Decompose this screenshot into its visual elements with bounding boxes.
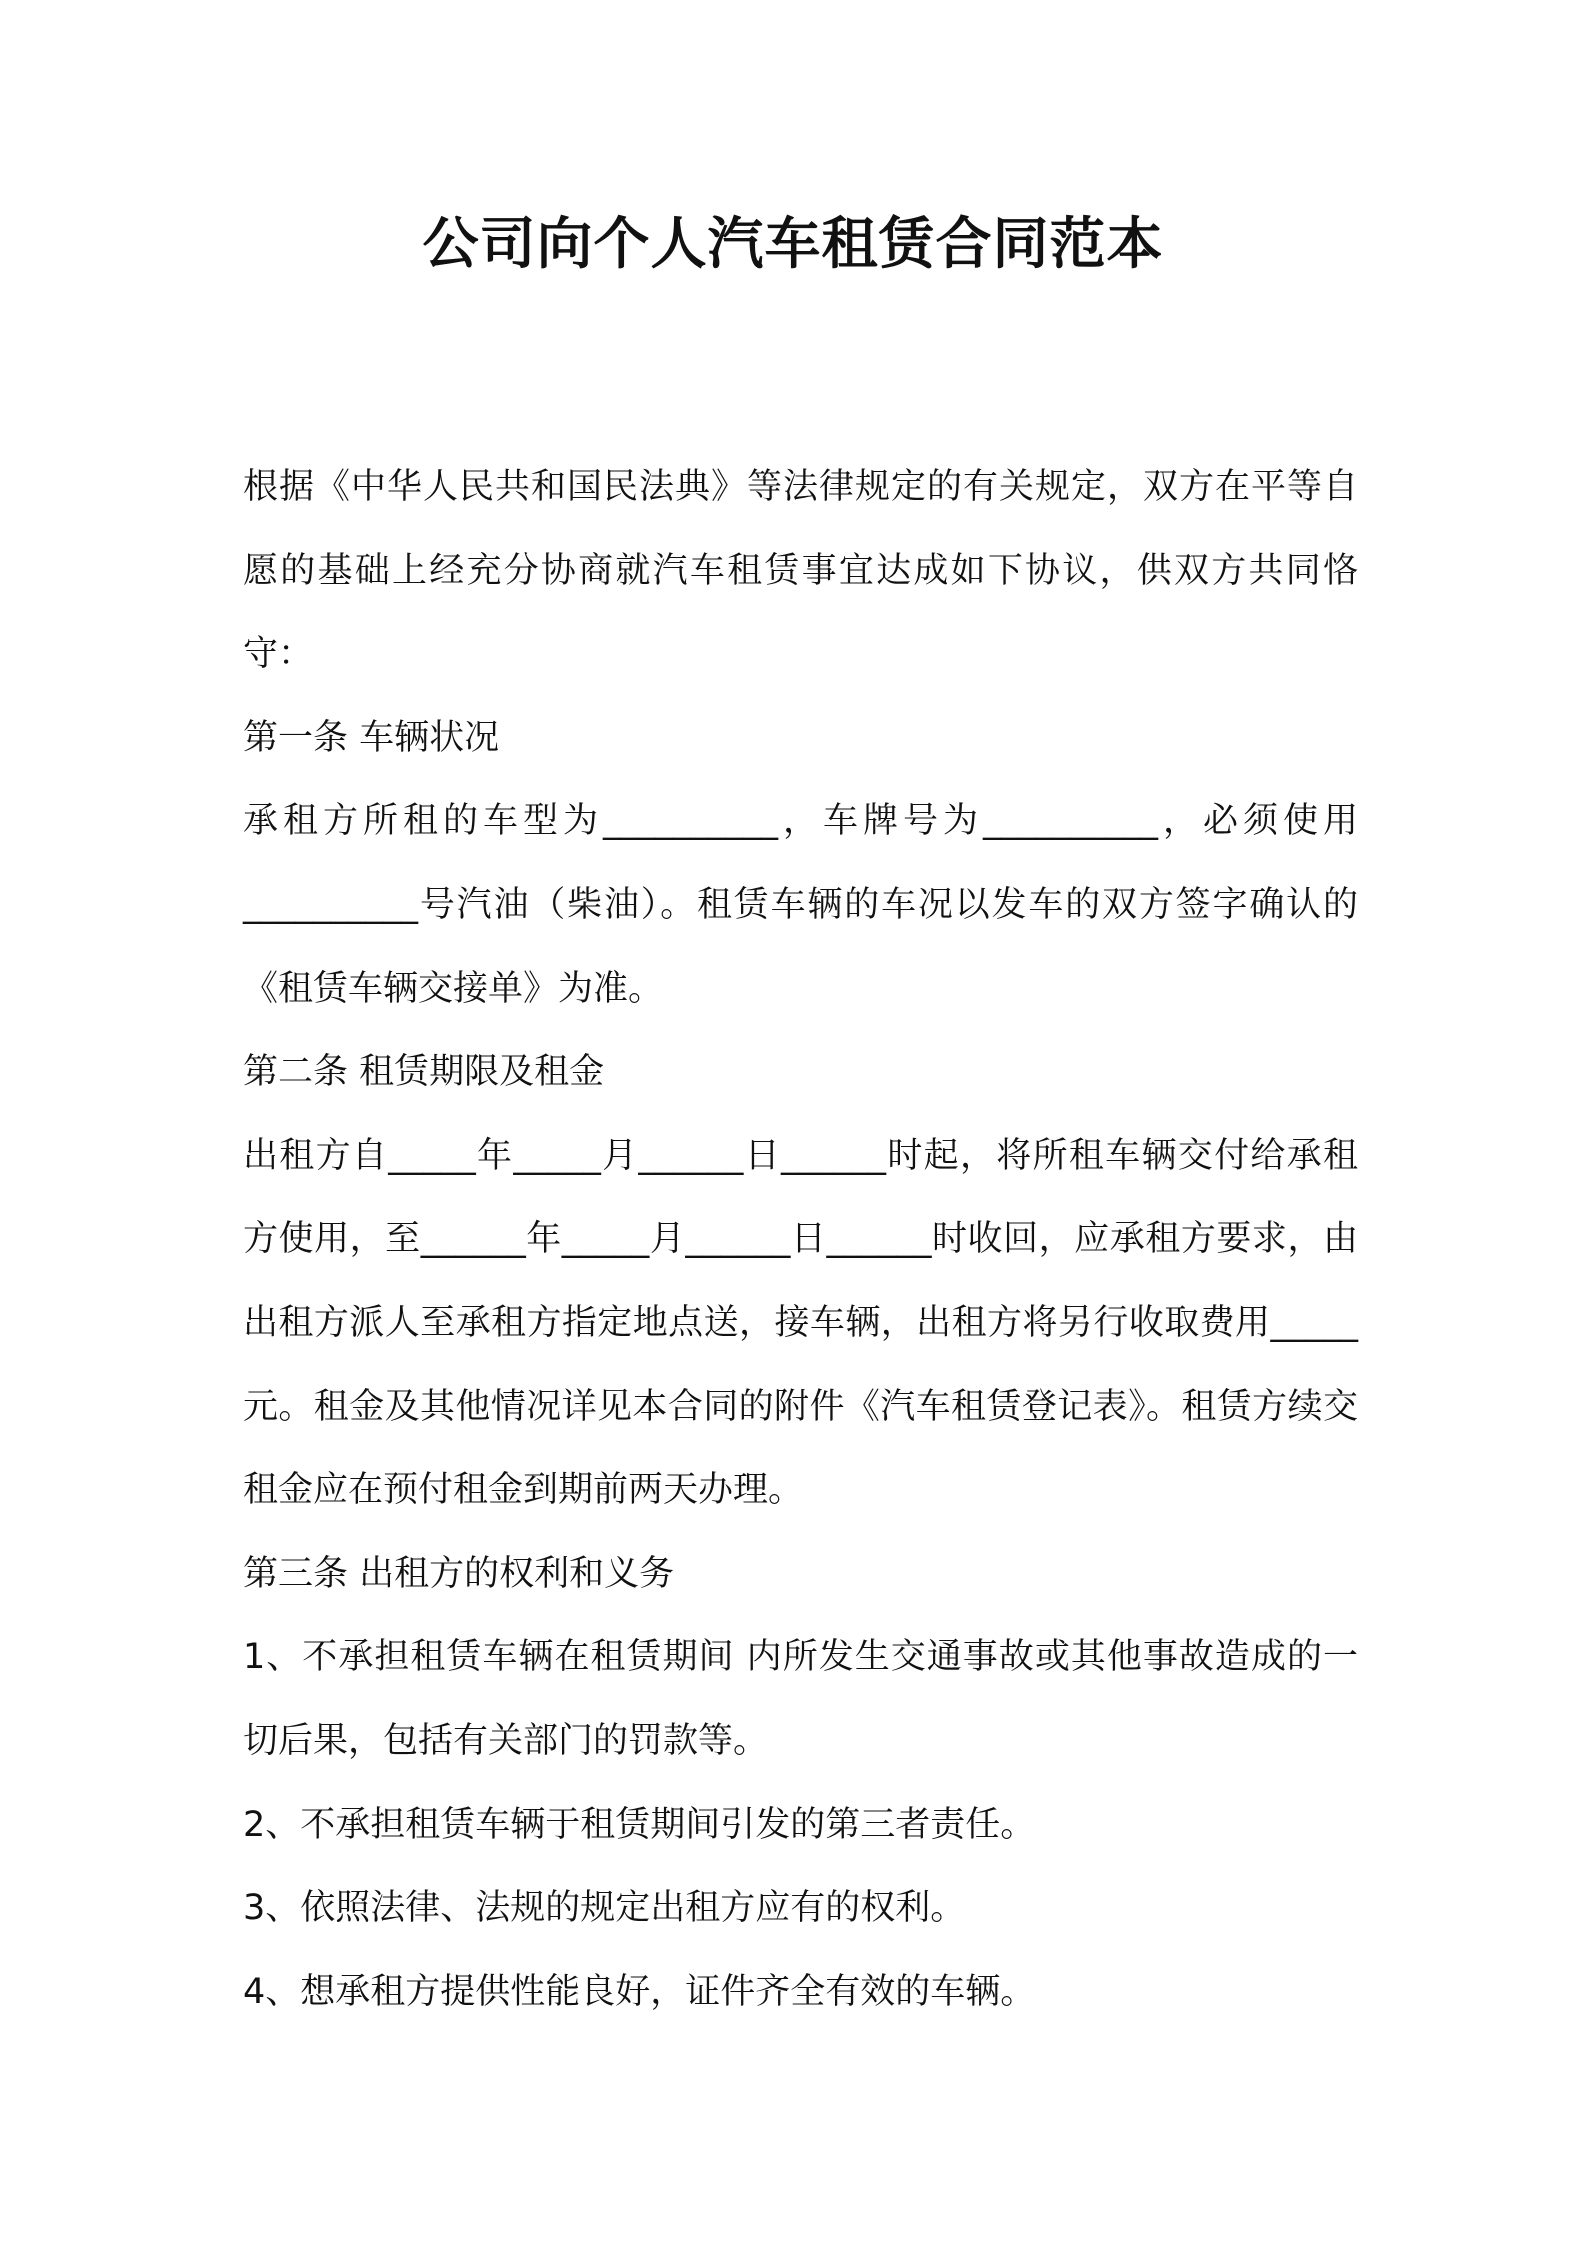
- article-1-paragraph: 承租方所租的车型为__________，车牌号为__________，必须使用__________号汽油（柴油）。租赁车辆的车况以发车的双方签字确认的《租赁车辆交接单》为准。: [243, 801, 1358, 1009]
- article-1-heading: 第一条 车辆状况: [243, 717, 500, 758]
- preamble-paragraph: 根据《中华人民共和国民法典》等法律规定的有关规定，双方在平等自愿的基础上经充分协商就汽车租赁事宜达成如下协议，供双方共同恪守：: [243, 467, 1358, 675]
- article-2-heading: 第二条 租赁期限及租金: [243, 1052, 605, 1093]
- article-3-item-3: 3、依照法律、法规的规定出租方应有的权利。: [243, 1888, 966, 1929]
- document-title: 公司向个人汽车租赁合同范本: [422, 212, 1164, 277]
- document-body: [243, 446, 1358, 2034]
- article-3-item-2: 2、不承担租赁车辆于租赁期间引发的第三者责任。: [243, 1804, 1036, 1845]
- article-3-item-1: 1、不承担租赁车辆在租赁期间 内所发生交通事故或其他事故造成的一切后果，包括有关部门的罚款等。: [243, 1637, 1358, 1761]
- article-3-item-4: 4、想承租方提供性能良好，证件齐全有效的车辆。: [243, 1971, 1036, 2012]
- article-3-heading: 第三条 出租方的权利和义务: [243, 1553, 675, 1594]
- article-2-paragraph: 出租方自_____年_____月______日______时起，将所租车辆交付给承租方使用，至______年_____月______日______时收回，应承租方要求，由出租方派人至承租方指定地点送，接车辆，出租方将另行收取费用_____元。租金及其他情况详见本合同的附件《汽车租赁登记表》。租赁方续交租金应在预付租金到期前两天办理。: [243, 1135, 1358, 1511]
